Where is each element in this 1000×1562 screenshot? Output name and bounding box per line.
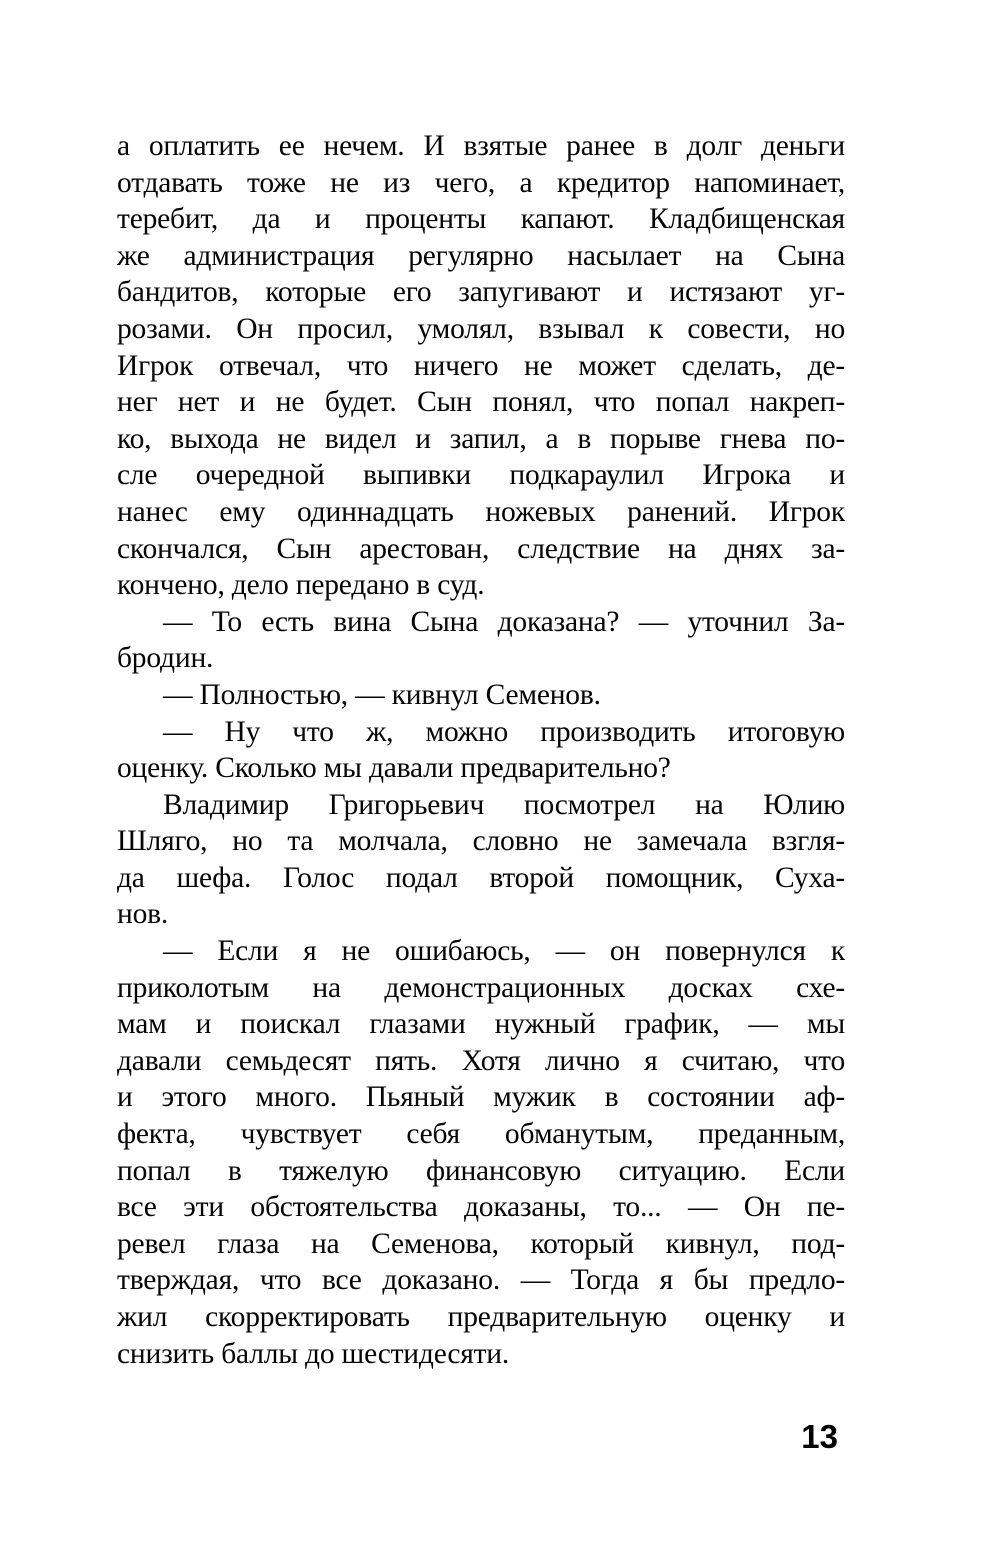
text-line: и этого много. Пьяный мужик в состоянии аф- [117,1081,845,1114]
text-line: — То есть вина Сына доказана? — уточнил За- [163,605,845,638]
text-line: — Ну что ж, можно производить итоговую [163,715,845,748]
page-number: 13 [801,1418,838,1455]
text-line: снизить баллы до шестидесяти. [117,1337,510,1370]
paragraph [117,787,845,933]
text-line: — Если я не ошибаюсь, — он повернулся к [163,935,845,968]
text-line: — Полностью, — кивнул Семенов. [163,678,601,711]
text-line: давали семьдесят пять. Хотя лично я считаю, что [117,1044,845,1077]
text-line: Шляго, но та молчала, словно не замечала взгля- [117,825,845,858]
text-line: же администрация регулярно насылает на Сына [117,239,845,272]
text-line: Владимир Григорьевич посмотрел на Юлию [163,788,845,821]
text-line: мам и поискал глазами нужный график, — мы [117,1008,845,1041]
text-line: попал в тяжелую финансовую ситуацию. Если [117,1154,845,1187]
text-line: фекта, чувствует себя обманутым, преданным, [117,1118,845,1151]
text-line: ко, выхода не видел и запил, а в порыве гнева по- [117,422,845,455]
paragraph [117,714,845,787]
text-line: нов. [117,898,169,931]
text-line: все эти обстоятельства доказаны, то... — Он пе- [117,1191,845,1224]
text-line: да шефа. Голос подал второй помощник, Суха- [117,861,845,894]
page-text-block [117,128,845,1372]
paragraph [117,933,845,1372]
text-line: а оплатить ее нечем. И взятые ранее в долг деньги [117,130,845,162]
text-line: ревел глаза на Семенова, который кивнул, под- [117,1227,845,1260]
text-line: теребит, да и проценты капают. Кладбищенская [117,203,845,236]
text-line: бандитов, которые его запугивают и истязают уг- [117,276,845,309]
text-line: оценку. Сколько мы давали предварительно? [117,752,671,785]
text-line: сле очередной выпивки подкараулил Игрока и [117,459,845,492]
paragraph [117,677,845,714]
text-line: кончено, дело передано в суд. [117,569,485,602]
text-line: приколотым на демонстрационных досках схе- [117,971,845,1004]
paragraph [117,604,845,677]
text-line: нанес ему одиннадцать ножевых ранений. Игрок [117,495,845,528]
text-line: нег нет и не будет. Сын понял, что попал накреп- [117,386,845,419]
text-line: жил скорректировать предварительную оценку и [117,1301,845,1333]
text-line: отдавать тоже не из чего, а кредитор напоминает, [117,166,845,199]
paragraph [117,128,845,604]
text-line: бродин. [117,642,214,675]
text-line: тверждая, что все доказано. — Тогда я бы предло- [117,1264,845,1297]
text-line: скончался, Сын арестован, следствие на днях за- [117,532,845,565]
text-line: розами. Он просил, умолял, взывал к совести, но [117,312,845,345]
text-line: Игрок отвечал, что ничего не может сделать, де- [117,349,845,382]
